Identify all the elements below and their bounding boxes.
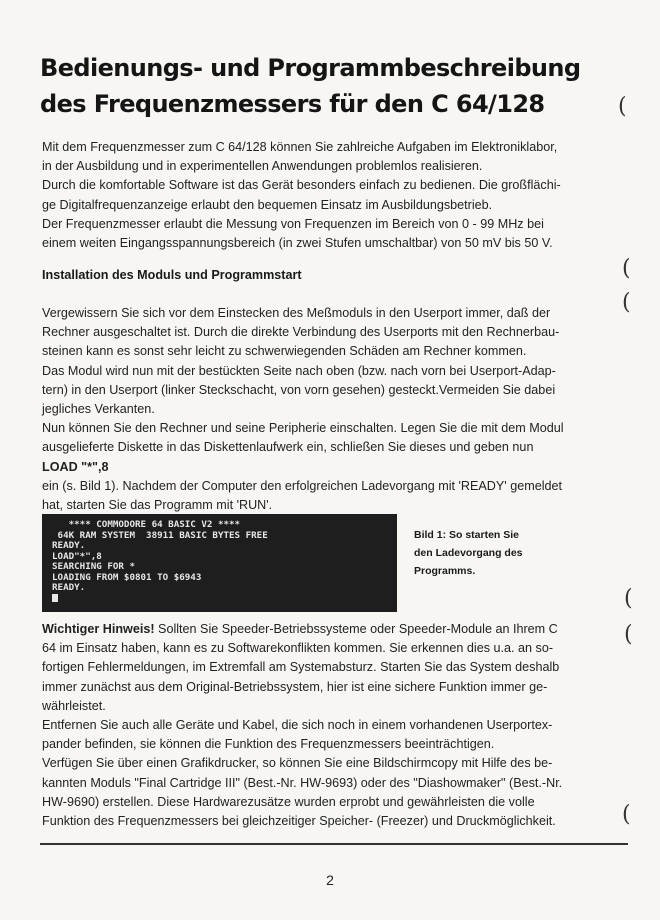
caption-line: Bild 1: So starten Sie <box>414 529 520 541</box>
screen-line: READY. <box>52 540 86 551</box>
text-line: in der Ausbildung und in experimentellen Anwendungen problemlos realisieren. <box>42 159 483 174</box>
cursor-block <box>52 594 58 602</box>
text-line: Das Modul wird nun mit der bestückten Seite nach oben (bzw. nach vorn bei Userport-Adap- <box>42 363 556 378</box>
text-line: einem weiten Eingangsspannungsbereich (in zwei Stufen umschaltbar) von 50 mV bis 50 V. <box>42 236 553 251</box>
text-line: Sollten Sie Speeder-Betriebssysteme oder Speeder-Module an Ihrem C <box>154 622 558 636</box>
document-title <box>40 50 630 122</box>
warning-label: Wichtiger Hinweis! <box>42 622 155 636</box>
text-line: steinen kann es sonst sehr leicht zu schwerwiegenden Schäden am Rechner kommen. <box>42 344 527 359</box>
text-line: tern) in den Userport (linker Steckschacht, von vorn gesehen) gesteckt.Vermeiden Sie dabei <box>42 382 556 397</box>
title-line-1: Bedienungs- und Programmbeschreibung <box>40 54 581 82</box>
text-line: Rechner ausgeschaltet ist. Durch die direkte Verbindung des Userports mit den Rechnerbau- <box>42 325 560 340</box>
punch-mark: ( <box>624 622 633 647</box>
text-line: ein (s. Bild 1). Nachdem der Computer den erfolgreichen Ladevorgang mit 'READY' gemeldet <box>42 478 563 493</box>
figure-caption <box>414 526 554 580</box>
text-line: kannten Moduls "Final Cartridge III" (Best.-Nr. HW-9693) oder des "Diashowmaker" (Best.-Nr. <box>42 775 563 790</box>
text-line: HW-9690) erstellen. Diese Hardwarezusätze wurden erprobt und gewährleisten die volle <box>42 794 535 809</box>
screen-line: LOAD"*",8 <box>52 550 102 562</box>
page-number: 2 <box>326 872 334 888</box>
text-line: pander befinden, sie können die Funktion des Frequenzmessers beeinträchtigen. <box>42 737 495 752</box>
caption-line: Programms. <box>414 565 476 577</box>
text-line: ge Digitalfrequenzanzeige erlaubt den bequemen Einsatz im Ausbildungsbetrieb. <box>42 197 493 212</box>
section-heading: Installation des Moduls und Programmstart <box>42 268 302 282</box>
text-line: hat, starten Sie das Programm mit 'RUN'. <box>42 498 273 513</box>
punch-mark: ( <box>618 94 627 119</box>
warning-paragraph <box>42 620 627 831</box>
text-line: Vergewissern Sie sich vor dem Einstecken des Meßmoduls in den Userport immer, daß der <box>42 306 551 320</box>
c64-screenshot <box>42 514 397 612</box>
screen-line: **** COMMODORE 64 BASIC V2 **** <box>52 519 241 530</box>
text-line: jegliches Verkanten. <box>42 402 155 417</box>
load-command: LOAD "*",8 <box>42 459 109 474</box>
text-line: ausgelieferte Diskette in das Diskettenlaufwerk ein, schließen Sie dieses und geben nun <box>42 440 534 455</box>
punch-mark: ( <box>622 290 631 315</box>
text-line: immer zunächst aus dem Original-Betriebssystem, hier ist eine sichere Funktion immer ge- <box>42 679 548 694</box>
text-line: 64 im Einsatz haben, kann es zu Softwarekonflikten kommen. Sie erkennen dies u.a. an so- <box>42 641 554 656</box>
text-line: währleistet. <box>42 698 106 713</box>
text-line: Der Frequenzmesser erlaubt die Messung von Frequenzen im Bereich von 0 - 99 MHz bei <box>42 216 544 231</box>
text-line: Durch die komfortable Software ist das Gerät besonders einfach zu bedienen. Die großflächi- <box>42 178 561 193</box>
caption-line: den Ladevorgang des <box>414 547 523 559</box>
text-line: Funktion des Frequenzmessers bei gleichzeitiger Speicher- (Freezer) und Druckmöglichkeit. <box>42 814 556 829</box>
screen-line: READY. <box>52 582 86 593</box>
text-line: Nun können Sie den Rechner und seine Peripherie einschalten. Legen Sie die mit dem Modul <box>42 421 564 436</box>
text-line: Entfernen Sie auch alle Geräte und Kabel, die sich noch in einem vorhandenen Userportex- <box>42 718 553 733</box>
punch-mark: ( <box>622 802 631 827</box>
punch-mark: ( <box>624 586 633 611</box>
screen-line: LOADING FROM $0801 TO $6943 <box>52 571 202 583</box>
screen-line: SEARCHING FOR * <box>52 561 135 572</box>
punch-mark: ( <box>622 256 631 281</box>
text-line: Verfügen Sie über einen Grafikdrucker, so können Sie eine Bildschirmcopy mit Hilfe des be- <box>42 756 553 771</box>
text-line: fortigen Fehlermeldungen, im Extremfall am Systemabsturz. Starten Sie das System deshalb <box>42 660 560 675</box>
title-line-2: des Frequenzmessers für den C 64/128 <box>40 90 545 118</box>
text-line: Mit dem Frequenzmesser zum C 64/128 können Sie zahlreiche Aufgaben im Elektroniklabor, <box>42 140 558 154</box>
screen-line: 64K RAM SYSTEM 38911 BASIC BYTES FREE <box>52 529 268 541</box>
footer-rule <box>40 843 628 845</box>
intro-paragraph <box>42 138 627 253</box>
screen-cursor-row <box>52 594 387 605</box>
install-paragraph <box>42 304 627 515</box>
